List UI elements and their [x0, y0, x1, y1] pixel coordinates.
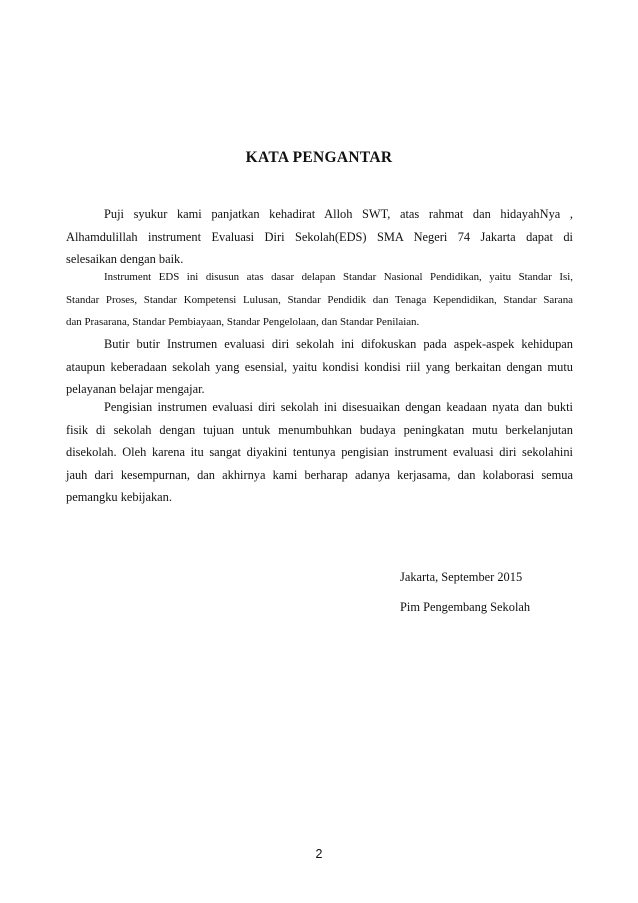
paragraph-line: pemangku kebijakan.	[66, 490, 172, 504]
paragraph-line: disekolah. Oleh karena itu sangat diyakini tentunya pengisian instrument evaluasi diri sekolahini	[66, 445, 573, 459]
paragraph-line: fisik di sekolah dengan tujuan untuk menumbuhkan budaya peningkatan mutu berkelanjutan	[66, 422, 573, 437]
paragraph-line: jauh dari kesempurnan, dan akhirnya kami berharap adanya kerjasama, dan kolaborasi semua	[66, 467, 573, 482]
paragraph-line: pelayanan belajar mengajar.	[66, 382, 205, 396]
paragraph-line: Puji syukur kami panjatkan kehadirat Alloh SWT, atas rahmat dan hidayahNya ,	[104, 207, 573, 221]
paragraph-line: Alhamdulillah instrument Evaluasi Diri Sekolah(EDS) SMA Negeri 74 Jakarta dapat di	[66, 229, 573, 244]
signature-place-date: Jakarta, September 2015	[400, 570, 523, 584]
paragraph-4	[66, 396, 573, 509]
paragraph-line: Instrument EDS ini disusun atas dasar delapan Standar Nasional Pendidikan, yaitu Standar Isi,	[104, 271, 573, 283]
page-number: 2	[315, 847, 323, 861]
page-title: KATA PENGANTAR	[245, 149, 393, 166]
paragraph-1	[66, 203, 573, 271]
paragraph-line: Butir butir Instrumen evaluasi diri sekolah ini difokuskan pada aspek-aspek kehidupan	[104, 337, 573, 351]
paragraph-2	[66, 266, 573, 334]
signature-role: Pim Pengembang Sekolah	[400, 600, 531, 614]
paragraph-line: selesaikan dengan baik.	[66, 252, 184, 266]
paragraph-line: ataupun keberadaan sekolah yang esensial, yaitu kondisi kondisi riil yang berkaitan dengan mutu	[66, 359, 573, 374]
paragraph-line: dan Prasarana, Standar Pembiayaan, Standar Pengelolaan, dan Standar Penilaian.	[66, 316, 420, 328]
paragraph-line: Standar Proses, Standar Kompetensi Lulusan, Standar Pendidik dan Tenaga Kependidikan, Standar Sarana	[66, 293, 573, 306]
paragraph-line: Pengisian instrumen evaluasi diri sekolah ini disesuaikan dengan keadaan nyata dan bukti	[104, 400, 573, 414]
paragraph-3	[66, 333, 573, 401]
